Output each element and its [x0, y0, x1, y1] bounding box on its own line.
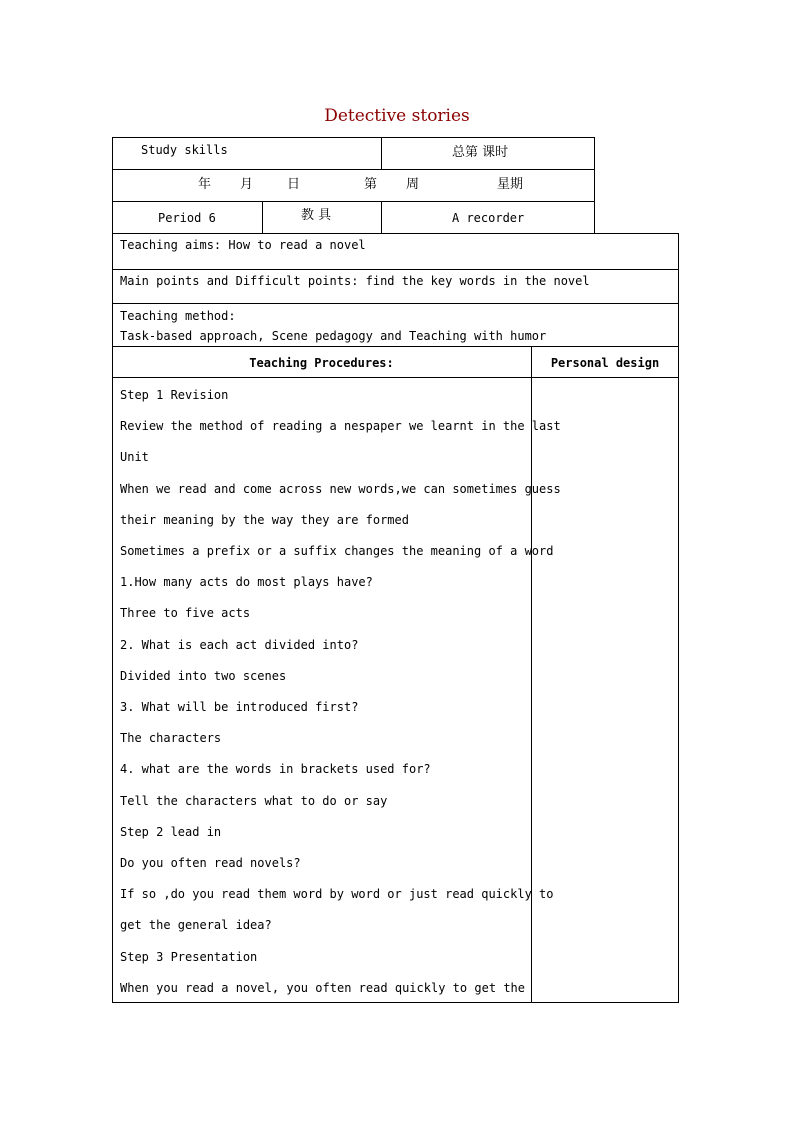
procedure-line: 1.How many acts do most plays have?: [120, 575, 373, 589]
page-title: Detective stories: [324, 106, 470, 126]
procedures-header: Teaching Procedures:: [249, 356, 394, 370]
date-month: 月: [240, 177, 254, 192]
date-weekday: 星期: [497, 177, 524, 192]
procedure-line: Review the method of reading a nespaper we learnt in the last: [120, 419, 561, 433]
column-divider: [531, 346, 532, 1003]
row-divider: [112, 303, 679, 304]
teaching-aid-label: 教 具: [301, 208, 332, 223]
date-week: 周: [406, 177, 420, 192]
procedure-line: Tell the characters what to do or say: [120, 794, 388, 808]
procedure-line: Step 3 Presentation: [120, 950, 258, 964]
topic-cell: Study skills: [141, 143, 228, 157]
date-ordinal: 第: [364, 177, 378, 192]
teaching-method-label: Teaching method:: [120, 309, 236, 323]
teaching-method: Task-based approach, Scene pedagogy and Teaching with humor: [120, 329, 547, 343]
procedure-line: 3. What will be introduced first?: [120, 700, 359, 714]
procedure-line: their meaning by the way they are formed: [120, 513, 409, 527]
header-row-divider: [112, 169, 595, 170]
procedure-line: get the general idea?: [120, 918, 272, 932]
row-divider: [112, 346, 679, 347]
header-col-divider: [262, 201, 263, 234]
procedure-line: Divided into two scenes: [120, 669, 287, 683]
procedure-line: Sometimes a prefix or a suffix changes the meaning of a word: [120, 544, 554, 558]
total-lesson-cell: 总第 课时: [452, 145, 509, 160]
header-row-divider: [112, 201, 595, 202]
procedure-line: 2. What is each act divided into?: [120, 638, 359, 652]
teaching-aims: Teaching aims: How to read a novel: [120, 238, 366, 252]
procedure-line: The characters: [120, 731, 222, 745]
row-divider: [112, 269, 679, 270]
personal-design-header: Personal design: [550, 356, 660, 370]
procedure-line: Three to five acts: [120, 606, 251, 620]
procedure-line: 4. what are the words in brackets used for?: [120, 762, 431, 776]
procedure-line: Do you often read novels?: [120, 856, 301, 870]
main-points: Main points and Difficult points: find the key words in the novel: [120, 274, 590, 288]
date-year: 年: [198, 177, 212, 192]
header-col-divider: [381, 201, 382, 234]
teaching-aid-value: A recorder: [452, 211, 525, 225]
procedure-line: Step 1 Revision: [120, 388, 229, 402]
procedure-line: If so ,do you read them word by word or just read quickly to: [120, 887, 554, 901]
procedure-line: Unit: [120, 450, 149, 464]
procedure-line: When we read and come across new words,we can sometimes guess: [120, 482, 561, 496]
period-cell: Period 6: [158, 211, 216, 225]
header-col-divider: [381, 137, 382, 169]
row-divider: [112, 377, 679, 378]
procedure-line: Step 2 lead in: [120, 825, 222, 839]
date-day: 日: [287, 177, 301, 192]
procedure-line: When you read a novel, you often read quickly to get the: [120, 981, 525, 995]
